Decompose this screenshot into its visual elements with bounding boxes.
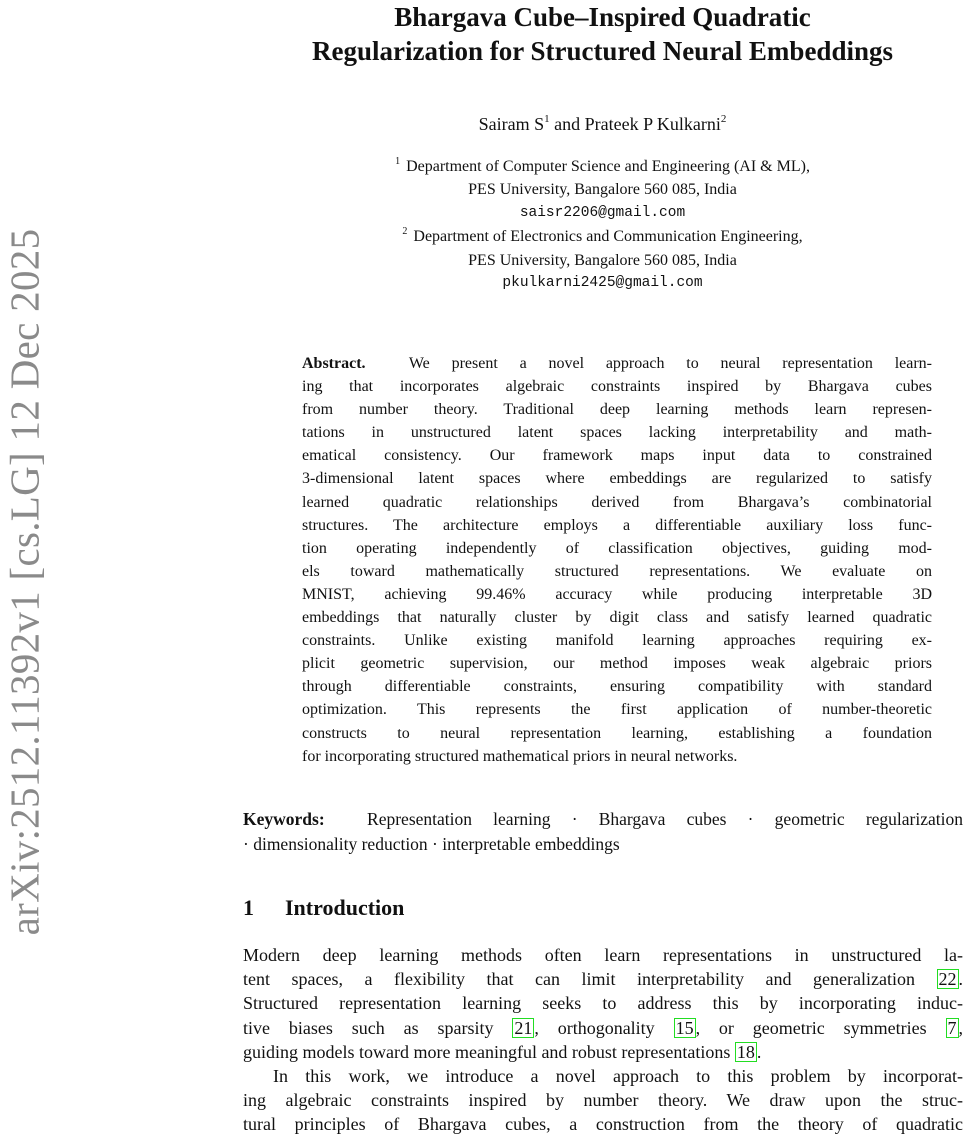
abstract-line: for incorporating structured mathematical priors in neural networks. bbox=[302, 747, 738, 765]
intro-line bbox=[243, 967, 963, 991]
intro-text: guiding models toward more meaningful and robust representations bbox=[243, 1041, 735, 1062]
intro-text: tent spaces, a flexibility that can limit interpretability and generalization bbox=[243, 969, 937, 990]
intro-line: Structured representation learning seeks to address this by incorporating induc- bbox=[243, 993, 963, 1014]
affiliation-1-dept bbox=[242, 155, 963, 178]
abstract-line: MNIST, achieving 99.46% accuracy while producing interpretable 3D bbox=[302, 585, 932, 603]
abstract-line: learned quadratic relationships derived from Bhargava’s combinatorial bbox=[302, 493, 932, 511]
introduction-body bbox=[243, 943, 963, 1137]
abstract-line: constructs to neural representation learning, establishing a foundation bbox=[302, 724, 932, 742]
abstract-line: from number theory. Traditional deep learning methods learn represen- bbox=[302, 401, 932, 419]
abstract-line-text: We present a novel approach to neural representation learn- bbox=[408, 355, 932, 372]
affiliation-1-univ: PES University, Bangalore 560 085, India bbox=[468, 181, 737, 199]
keywords-line-1 bbox=[243, 807, 963, 832]
paper-title bbox=[242, 0, 963, 68]
citation-link[interactable]: 21 bbox=[514, 1017, 533, 1038]
abstract-line bbox=[302, 352, 932, 375]
affiliation-1-email[interactable]: saisr2206@gmail.com bbox=[519, 204, 686, 221]
abstract-line: ing that incorporates algebraic constraints inspired by Bhargava cubes bbox=[302, 378, 932, 396]
abstract-line: constraints. Unlike existing manifold learning approaches requiring ex- bbox=[302, 632, 932, 650]
abstract-line: tations in unstructured latent spaces lacking interpretability and math- bbox=[302, 424, 932, 442]
intro-text: , or geometric symmetries bbox=[695, 1017, 946, 1038]
affiliation-1-dept-text: Department of Computer Science and Engineering (AI & ML), bbox=[406, 158, 810, 175]
abstract-line: ematical consistency. Our framework maps input data to constrained bbox=[302, 447, 932, 465]
arxiv-stamp-text: arXiv:2512.11392v1 [cs.LG] 12 Dec 2025 bbox=[1, 228, 47, 936]
citation-link[interactable]: 15 bbox=[675, 1017, 694, 1038]
intro-text: . bbox=[756, 1041, 762, 1062]
abstract-line: embeddings that naturally cluster by digit class and satisfy learned quadratic bbox=[302, 609, 932, 627]
section-title: Introduction bbox=[285, 895, 405, 920]
keywords-line-2: · dimensionality reduction · interpretable embeddings bbox=[243, 834, 620, 854]
abstract-line: tion operating independently of classification objectives, guiding mod- bbox=[302, 539, 932, 557]
keywords-line-1-text: Representation learning · Bhargava cubes · geometric regularization bbox=[367, 809, 963, 829]
author-2: Prateek P Kulkarni bbox=[584, 114, 721, 134]
section-number: 1 bbox=[243, 895, 254, 920]
intro-text: tive biases such as sparsity bbox=[243, 1017, 513, 1038]
abstract-line: structures. The architecture employs a differentiable auxiliary loss func- bbox=[302, 516, 932, 534]
abstract-line: els toward mathematically structured representations. We evaluate on bbox=[302, 562, 932, 580]
intro-line: In this work, we introduce a novel approach to this problem by incorporat- bbox=[273, 1066, 963, 1087]
abstract-line: optimization. This represents the first application of number-theoretic bbox=[302, 701, 932, 719]
title-line-1: Bhargava Cube–Inspired Quadratic bbox=[394, 2, 811, 32]
intro-line bbox=[243, 1040, 963, 1064]
intro-line bbox=[243, 1016, 963, 1040]
intro-text: . bbox=[958, 969, 963, 990]
intro-paragraph-1 bbox=[243, 943, 963, 1064]
affiliation-2-email[interactable]: pkulkarni2425@gmail.com bbox=[502, 275, 703, 292]
affiliation-2-dept bbox=[242, 225, 963, 248]
intro-text: , bbox=[958, 1017, 963, 1038]
intro-paragraph-2 bbox=[243, 1064, 963, 1137]
intro-line: tural principles of Bhargava cubes, a construction from the theory of quadratic bbox=[243, 1114, 963, 1135]
author-conjunction: and bbox=[554, 114, 581, 134]
intro-text: , orthogonality bbox=[534, 1017, 674, 1038]
keywords bbox=[243, 807, 963, 857]
affiliation-1-marker: 1 bbox=[395, 156, 401, 167]
affiliation-2-dept-text: Department of Electronics and Communication Engineering, bbox=[413, 228, 803, 246]
abstract-line: through differentiable constraints, ensuring compatibility with standard bbox=[302, 678, 932, 696]
arxiv-identifier-stamp bbox=[0, 212, 48, 952]
affiliations bbox=[242, 155, 963, 295]
abstract-label: Abstract. bbox=[302, 355, 366, 372]
abstract-line: 3-dimensional latent spaces where embeddings are regularized to satisfy bbox=[302, 470, 932, 488]
author-2-affil-marker: 2 bbox=[720, 113, 727, 125]
citation-link[interactable]: 7 bbox=[947, 1017, 957, 1038]
author-1: Sairam S bbox=[478, 114, 545, 134]
abstract-line: plicit geometric supervision, our method imposes weak algebraic priors bbox=[302, 655, 932, 673]
affiliation-2-univ: PES University, Bangalore 560 085, India bbox=[468, 251, 737, 269]
author-1-affil-marker: 1 bbox=[544, 113, 550, 125]
affiliation-2-marker: 2 bbox=[402, 226, 408, 238]
citation-link[interactable]: 18 bbox=[736, 1041, 755, 1062]
intro-line: ing algebraic constraints inspired by number theory. We draw upon the struc- bbox=[243, 1090, 963, 1111]
section-heading-introduction bbox=[243, 893, 404, 923]
keywords-label: Keywords: bbox=[243, 809, 325, 829]
author-list bbox=[242, 112, 963, 136]
title-line-2: Regularization for Structured Neural Embeddings bbox=[311, 36, 893, 66]
citation-link[interactable]: 22 bbox=[938, 969, 957, 990]
intro-line: Modern deep learning methods often learn representations in unstructured la- bbox=[243, 945, 963, 965]
abstract bbox=[302, 352, 932, 768]
